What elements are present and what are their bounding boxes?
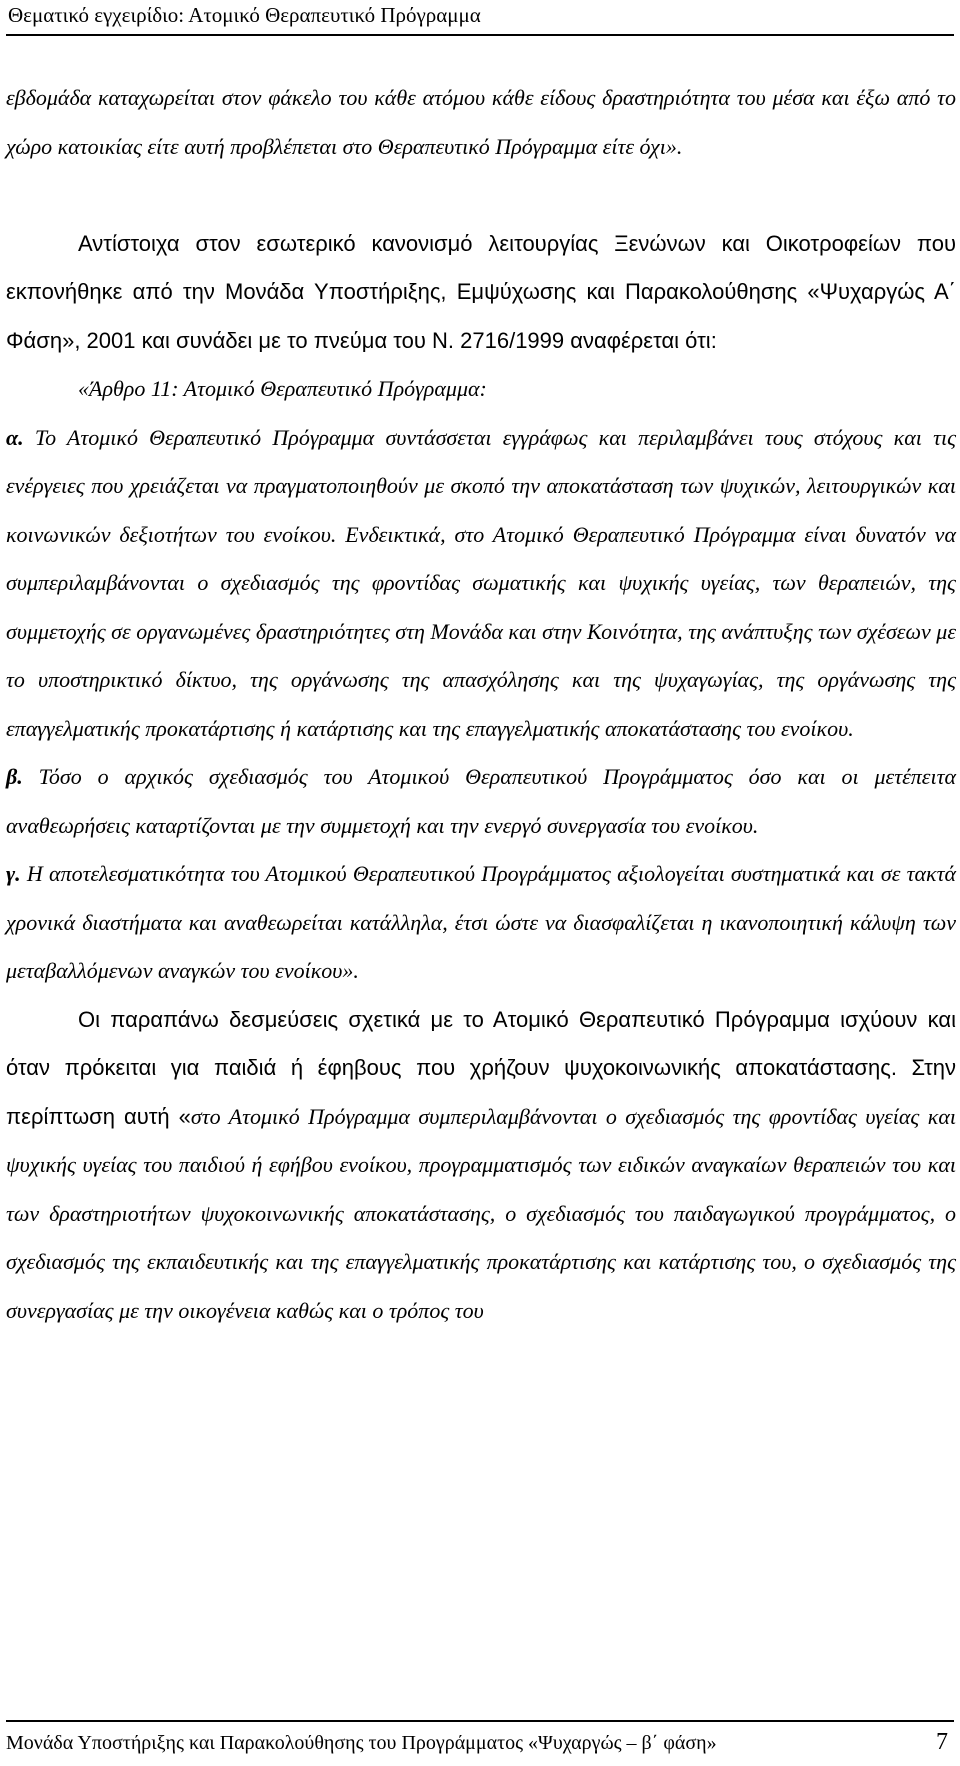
page-header [6, 0, 954, 36]
closing-italic-text: στο Ατομικό Πρόγραμμα συμπεριλαμβάνονται ο σχεδιασμός της φροντίδας υγείας και ψυχικής υγείας του παιδιού ή εφήβου ενοίκου, προγραμματισμός των ειδικών αναγκαίων θεραπειών του και των δραστηριοτήτων ψυχοκοινωνικής αποκατάστασης, ο σχεδιασμός του παιδαγωγικού προγράμματος, ο σχεδιασμός της εκπαιδευτικής και της επαγγελματικής προκατάρτισης και κατάρτισης του, ο σχεδιασμός της συνεργασίας με την οικογένεια καθώς και ο τρόπος του [6, 1103, 956, 1323]
document-body [6, 74, 956, 1335]
item-c-text: Η αποτελεσματικότητα του Ατομικού Θεραπευτικού Προγράμματος αξιολογείται συστηματικά και σε τακτά χρονικά διαστήματα και αναθεωρείται κατάλληλα, έτσι ώστε να διασφαλίζεται η ικανοποιητική κάλυψη των μεταβαλλόμενων αναγκών του ενοίκου». [6, 861, 956, 983]
footer-text: Μονάδα Υποστήριξης και Παρακολούθησης του Προγράμματος «Ψυχαργώς – β΄ φάση» [6, 1732, 717, 1754]
paragraph-continuation: εβδομάδα καταχωρείται στον φάκελο του κάθε ατόμου κάθε είδους δραστηριότητα του μέσα και έξω από το χώρο κατοικίας είτε αυτή προβλέπεται στο Θεραπευτικό Πρόγραμμα είτε όχι». [6, 85, 956, 159]
header-title: Θεματικό εγχειρίδιο: Ατομικό Θεραπευτικό Πρόγραμμα [8, 3, 481, 27]
item-a-text: Το Ατομικό Θεραπευτικό Πρόγραμμα συντάσσεται εγγράφως και περιλαμβάνει τους στόχους και τις ενέργειες που χρειάζεται να πραγματοποιηθούν με σκοπό την αποκατάσταση των ψυχικών, λειτουργικών και κοινωνικών δεξιοτήτων του ενοίκου. Ενδεικτικά, στο Ατομικό Θεραπευτικό Πρόγραμμα είναι δυνατόν να συμπεριλαμβάνονται ο σχεδιασμός της φροντίδας σωματικής και ψυχικής υγείας, των θεραπειών, της συμμετοχής σε οργανωμένες δραστηριότητες στη Μονάδα και στην Κοινότητα, της ανάπτυξης των σχέσεων με το υποστηρικτικό δίκτυο, της οργάνωσης της απασχόλησης και της ψυχαγωγίας, της οργάνωσης της επαγγελματικής προκατάρτισης ή κατάρτισης και της επαγγελματικής αποκατάστασης του ενοίκου. [6, 424, 956, 741]
closing-plain-text: Οι παραπάνω δεσμεύσεις σχετικά με το Ατομικό Θεραπευτικό Πρόγραμμα ισχύουν και όταν πρόκειται για παιδιά ή έφηβους που χρήζουν ψυχοκοινωνικής αποκατάστασης. Στην περίπτωση αυτή « [6, 1006, 956, 1129]
item-c [6, 850, 956, 996]
paragraph-intro: Αντίστοιχα στον εσωτερικό κανονισμό λειτουργίας Ξενώνων και Οικοτροφείων που εκπονήθηκε από την Μονάδα Υποστήριξης, Εμψύχωσης και Παρακολούθησης «Ψυχαργώς Α΄ Φάση», 2001 και συνάδει με το πνεύμα του Ν. 2716/1999 αναφέρεται ότι: [6, 230, 956, 353]
paragraph-gap [6, 171, 956, 220]
item-b-text: Τόσο ο αρχικός σχεδιασμός του Ατομικού Θεραπευτικού Προγράμματος όσο και οι μετέπειτα αναθεωρήσεις καταρτίζονται με την συμμετοχή και την ενεργό συνεργασία του ενοίκου. [6, 764, 956, 838]
page-number: 7 [936, 1729, 948, 1755]
quote-title: «Άρθρο 11: Ατομικό Θεραπευτικό Πρόγραμμα: [78, 376, 487, 401]
item-a [6, 414, 956, 754]
item-b [6, 753, 956, 850]
page-footer [6, 1720, 954, 1762]
item-b-marker: β. [6, 764, 23, 789]
item-c-marker: γ. [6, 861, 21, 886]
item-a-marker: α. [6, 424, 24, 450]
paragraph-closing [6, 996, 956, 1336]
